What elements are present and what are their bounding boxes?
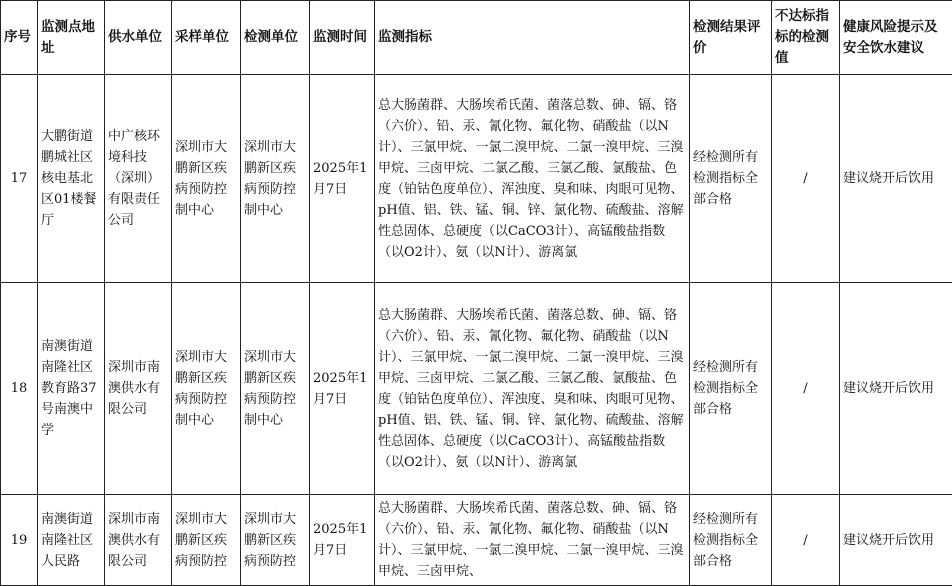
tester-cell: 深圳市大鹏新区疾病预防控制中心 [241, 75, 310, 283]
header-fail-values: 不达标指标的检测值 [772, 1, 840, 75]
indicators-cell: 总大肠菌群、大肠埃希氏菌、菌落总数、砷、镉、铬（六价）、铅、汞、氰化物、氟化物、硝酸盐（以N计）、三氯甲烷、一氯二溴甲烷、二氯一溴甲烷、三溴甲烷、三卤甲烷、 [375, 495, 690, 586]
supplier-cell: 中广核环境科技（深圳）有限责任公司 [105, 75, 172, 283]
result-cell: 经检测所有检测指标全部合格 [690, 495, 772, 586]
location-cell: 南澳街道南隆社区人民路 [38, 495, 105, 586]
fail-value-cell: / [772, 283, 840, 495]
row-number: 18 [1, 283, 38, 495]
result-cell: 经检测所有检测指标全部合格 [690, 283, 772, 495]
header-time: 监测时间 [310, 1, 375, 75]
tester-cell: 深圳市大鹏新区疾病预防控制中心 [241, 283, 310, 495]
indicators-cell: 总大肠菌群、大肠埃希氏菌、菌落总数、砷、镉、铬（六价）、铅、汞、氰化物、氟化物、硝酸盐（以N计）、三氯甲烷、一氯二溴甲烷、二氯一溴甲烷、三溴甲烷、三卤甲烷、二氯乙酸、三氯乙酸、氯酸盐、色度（铂钴色度单位）、浑浊度、臭和味、肉眼可见物、pH值、铝、铁、锰、铜、锌、氯化物、硫酸盐、溶解性总固体、总硬度（以CaCO3计）、高锰酸盐指数（以O2计）、氨（以N计）、游离氯 [375, 75, 690, 283]
header-result: 检测结果评价 [690, 1, 772, 75]
advice-cell: 建议烧开后饮用 [840, 75, 952, 283]
table-row [1, 283, 952, 495]
header-tester: 检测单位 [241, 1, 310, 75]
tester-cell: 深圳市大鹏新区疾病预防控 [241, 495, 310, 586]
header-no: 序号 [1, 1, 38, 75]
time-cell: 2025年1月7日 [310, 283, 375, 495]
header-row [1, 1, 952, 75]
supplier-cell: 深圳市南澳供水有限公司 [105, 495, 172, 586]
location-cell: 南澳街道南隆社区教育路37号南澳中学 [38, 283, 105, 495]
sampler-cell: 深圳市大鹏新区疾病预防控 [172, 495, 241, 586]
header-supplier: 供水单位 [105, 1, 172, 75]
table-row [1, 75, 952, 283]
time-cell: 2025年1月7日 [310, 75, 375, 283]
indicators-cell: 总大肠菌群、大肠埃希氏菌、菌落总数、砷、镉、铬（六价）、铅、汞、氰化物、氟化物、硝酸盐（以N计）、三氯甲烷、一氯二溴甲烷、二氯一溴甲烷、三溴甲烷、三卤甲烷、二氯乙酸、三氯乙酸、氯酸盐、色度（铂钴色度单位）、浑浊度、臭和味、肉眼可见物、pH值、铝、铁、锰、铜、锌、氯化物、硫酸盐、溶解性总固体、总硬度（以CaCO3计）、高锰酸盐指数（以O2计）、氨（以N计）、游离氯 [375, 283, 690, 495]
advice-cell: 建议烧开后饮用 [840, 283, 952, 495]
sampler-cell: 深圳市大鹏新区疾病预防控制中心 [172, 75, 241, 283]
advice-cell: 建议烧开后饮用 [840, 495, 952, 586]
table-row [1, 495, 952, 586]
header-advice: 健康风险提示及安全饮水建议 [840, 1, 952, 75]
location-cell: 大鹏街道鹏城社区核电基北区01楼餐厅 [38, 75, 105, 283]
row-number: 19 [1, 495, 38, 586]
fail-value-cell: / [772, 495, 840, 586]
supplier-cell: 深圳市南澳供水有限公司 [105, 283, 172, 495]
sampler-cell: 深圳市大鹏新区疾病预防控制中心 [172, 283, 241, 495]
header-sampler: 采样单位 [172, 1, 241, 75]
header-indicators: 监测指标 [375, 1, 690, 75]
header-location: 监测点地址 [38, 1, 105, 75]
row-number: 17 [1, 75, 38, 283]
fail-value-cell: / [772, 75, 840, 283]
time-cell: 2025年1月7日 [310, 495, 375, 586]
result-cell: 经检测所有检测指标全部合格 [690, 75, 772, 283]
